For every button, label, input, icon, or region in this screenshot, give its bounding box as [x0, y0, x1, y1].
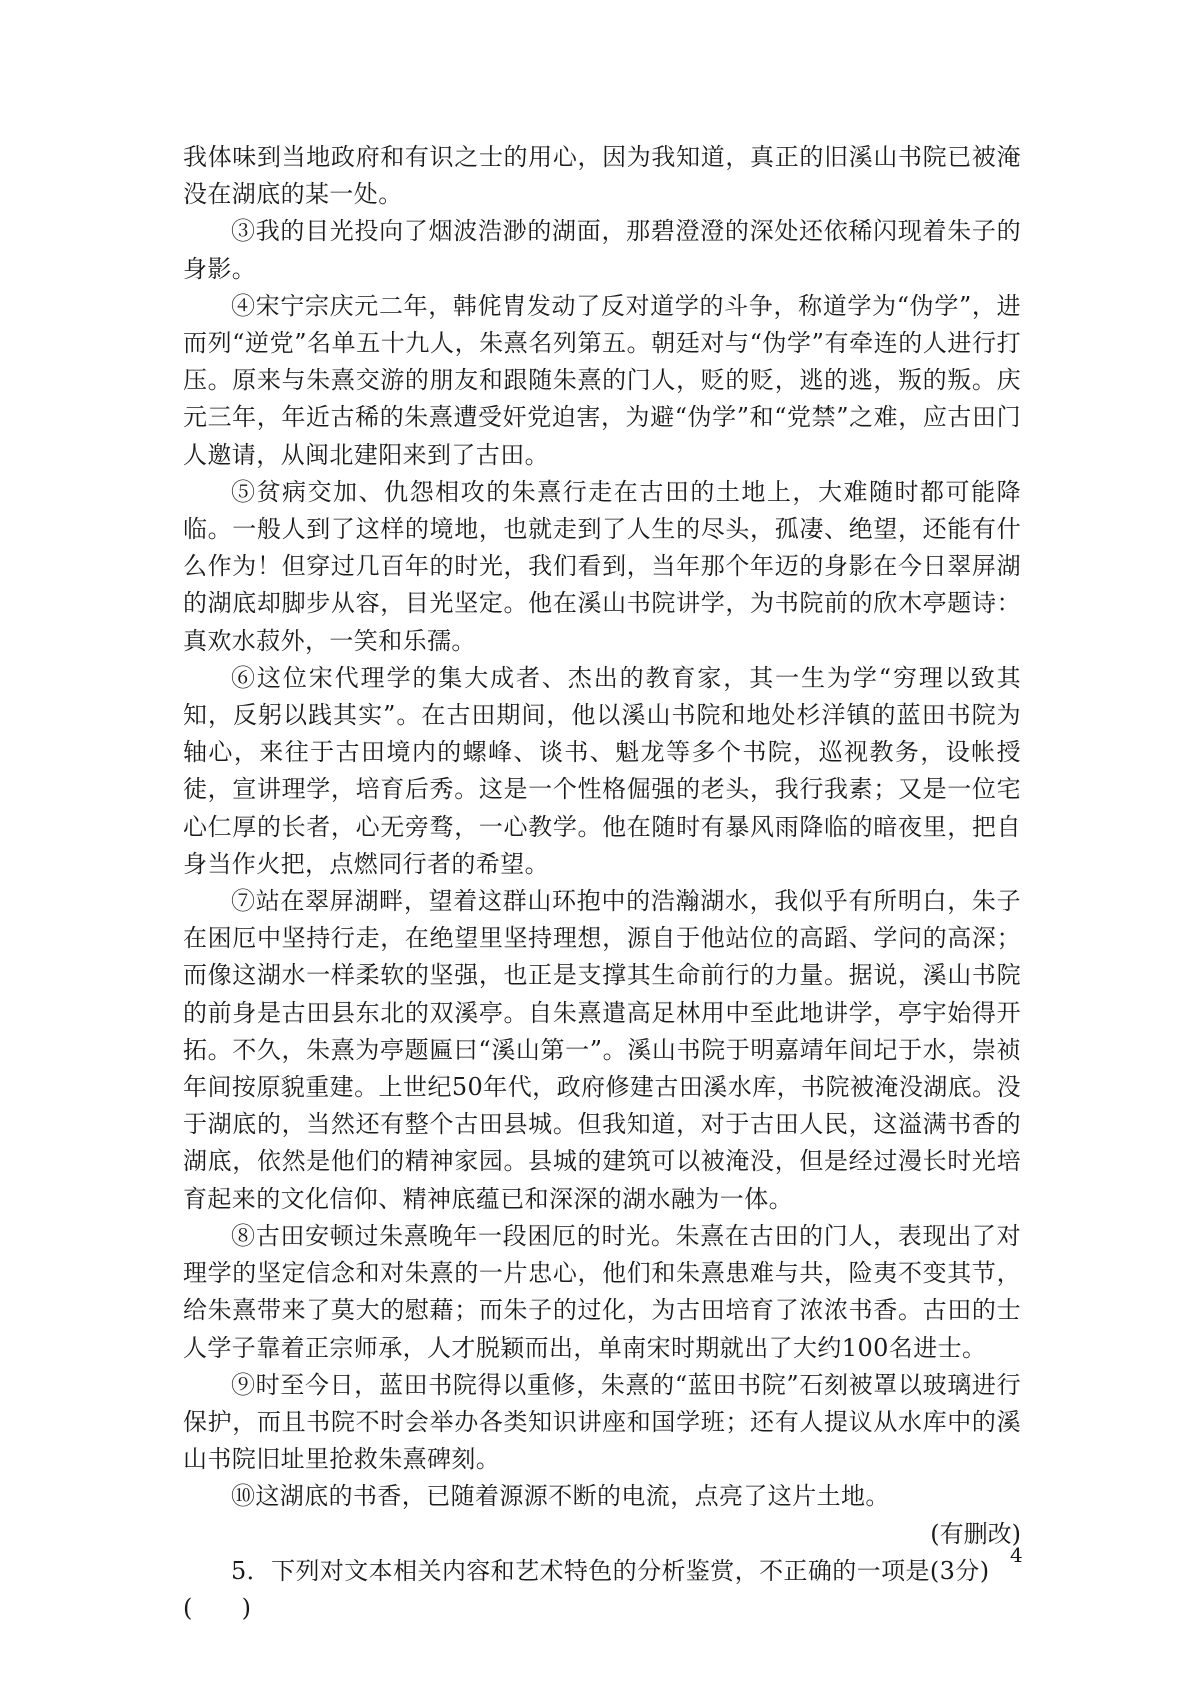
paragraph-continuation: 我体味到当地政府和有识之士的用心，因为我知道，真正的旧溪山书院已被淹没在湖底的某一处。 [183, 143, 1021, 209]
paragraph-5: ⑤贫病交加、仇怨相攻的朱熹行走在古田的土地上，大难随时都可能降临。一般人到了这样的境地，也就走到了人生的尽头，孤凄、绝望，还能有什么作为！但穿过几百年的时光，我们看到，当年那个年迈的身影在今日翠屏湖的湖底却脚步从容，目光坚定。他在溪山书院讲学，为书院前的欣木亭题诗：真欢水菽外，一笑和乐孺。 [183, 477, 1021, 655]
paragraph-7: ⑦站在翠屏湖畔，望着这群山环抱中的浩瀚湖水，我似乎有所明白，朱子在困厄中坚持行走，在绝望里坚持理想，源自于他站位的高蹈、学问的高深；而像这湖水一样柔软的坚强，也正是支撑其生命前行的力量。据说，溪山书院的前身是古田县东北的双溪亭。自朱熹遣高足林用中至此地讲学，亭宇始得开拓。不久，朱熹为亭题匾曰“溪山第一”。溪山书院于明嘉靖年间圮于水，崇祯年间按原貌重建。上世纪50年代，政府修建古田溪水库，书院被淹没湖底。没于湖底的，当然还有整个古田县城。但我知道，对于古田人民，这溢满书香的湖底，依然是他们的精神家园。县城的建筑可以被淹没，但是经过漫长时光培育起来的文化信仰、精神底蕴已和深深的湖水融为一体。 [183, 887, 1021, 1213]
paragraph-9: ⑨时至今日，蓝田书院得以重修，朱熹的“蓝田书院”石刻被罩以玻璃进行保护，而且书院不时会举办各类知识讲座和国学班；还有人提议从水库中的溪山书院旧址里抢救朱熹碑刻。 [183, 1370, 1021, 1474]
page-number: 4 [1010, 1543, 1023, 1567]
paragraph-10: ⑩这湖底的书香，已随着源源不断的电流，点亮了这片土地。 [231, 1482, 890, 1511]
paragraph-8: ⑧古田安顿过朱熹晚年一段困厄的时光。朱熹在古田的门人，表现出了对理学的坚定信念和对朱熹的一片忠心，他们和朱熹患难与共，险夷不变其节，给朱熹带来了莫大的慰藉；而朱子的过化，为古田培育了浓浓书香。古田的士人学子靠着正宗师承，人才脱颖而出，单南宋时期就出了大约100名进士。 [183, 1221, 1021, 1362]
paragraph-6: ⑥这位宋代理学的集大成者、杰出的教育家，其一生为学“穷理以致其知，反躬以践其实”。在古田期间，他以溪山书院和地处杉洋镇的蓝田书院为轴心，来往于古田境内的螺峰、谈书、魁龙等多个书院，巡视教务，设帐授徒，宣讲理学，培育后秀。这是一个性格倔强的老头，我行我素；又是一位宅心仁厚的长者，心无旁骛，一心教学。他在随时有暴风雨降临的暗夜里，把自身当作火把，点燃同行者的希望。 [183, 663, 1021, 878]
question-5: 5．下列对文本相关内容和艺术特色的分析鉴赏，不正确的一项是(3分)( ) [183, 1556, 990, 1622]
paragraph-4: ④宋宁宗庆元二年，韩侂胄发动了反对道学的斗争，称道学为“伪学”，进而列“逆党”名单五十九人，朱熹名列第五。朝廷对与“伪学”有牵连的人进行打压。原来与朱熹交游的朋友和跟随朱熹的门人，贬的贬，逃的逃，叛的叛。庆元三年，年近古稀的朱熹遭受奸党迫害，为避“伪学”和“党禁”之难，应古田门人邀请，从闽北建阳来到了古田。 [183, 291, 1021, 469]
paragraph-3: ③我的目光投向了烟波浩渺的湖面，那碧澄澄的深处还依稀闪现着朱子的身影。 [183, 217, 1021, 283]
article-body [183, 139, 1021, 1627]
source-note: (有删改) [930, 1519, 1021, 1548]
